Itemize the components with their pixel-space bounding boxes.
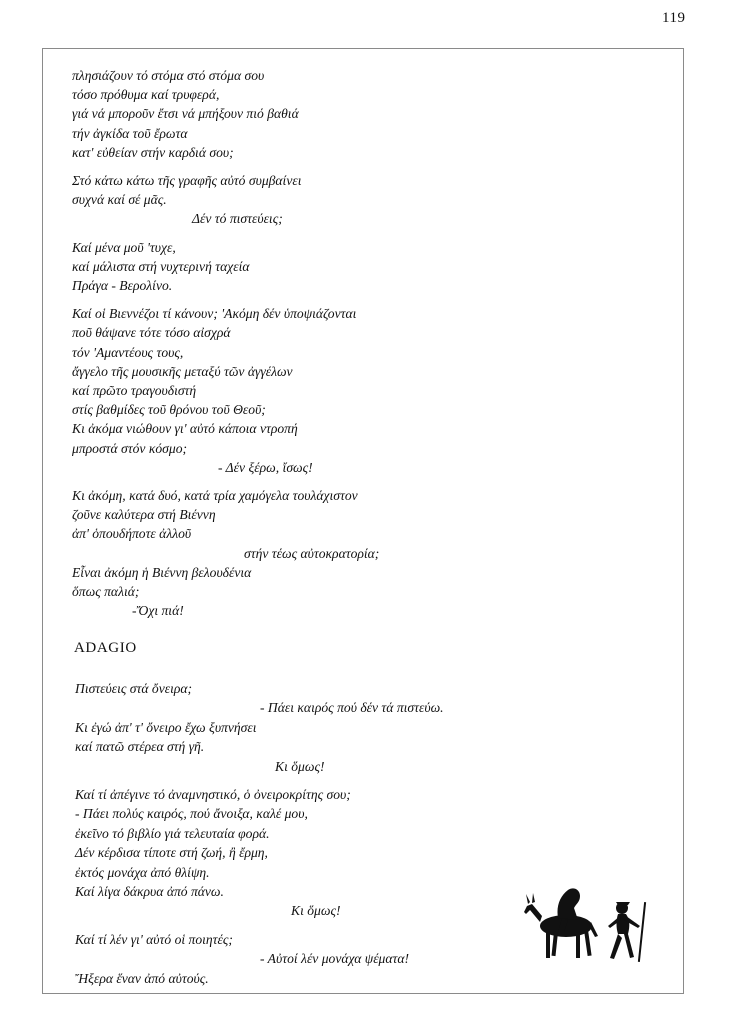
stanza-1 (72, 66, 512, 162)
poem-line: Ἤξερα ἕναν ἀπό αὐτούς. (75, 970, 209, 986)
poem-line: μπροστά στόν κόσμο; (72, 440, 188, 456)
poem-line: Δέν τό πιστεύεις; (192, 211, 283, 227)
stanza-3 (72, 238, 512, 296)
stanza-2 (72, 171, 512, 229)
poem-line: Δέν κέρδισα τίποτε στή ζωή, ἢ ἔρμη, (75, 845, 268, 861)
poem-line: καί πρῶτο τραγουδιστή (72, 383, 197, 399)
poem-line: - Αὐτοί λέν μονάχα ψέματα! (260, 951, 410, 967)
poem-line: ζοῦνε καλύτερα στή Βιέννη (72, 507, 216, 523)
poem-line: ἐκτός μονάχα ἀπό θλίψη. (75, 864, 210, 880)
poem-line: Πράγα - Βερολίνο. (72, 278, 173, 294)
stanza-4 (72, 304, 512, 477)
poem-line: Καί τί λέν γι' αὐτό οἱ ποιητές; (75, 931, 233, 947)
poem-line: τόν 'Αμαντέους τους, (72, 344, 184, 360)
poem-line: - Δέν ξέρω, ἴσως! (218, 459, 313, 475)
poem-line: συχνά καί σέ μᾶς. (72, 192, 167, 208)
poem-line: στίς βαθμίδες τοῦ θρόνου τοῦ Θεοῦ; (72, 402, 266, 418)
stanza-8 (75, 930, 515, 988)
poem-line: Καί λίγα δάκρυα ἀπό πάνω. (75, 884, 224, 900)
poem-section-2 (75, 679, 515, 997)
poem-line: κατ' εὐθείαν στήν καρδιά σου; (72, 144, 234, 160)
poem-section-1 (72, 66, 512, 629)
poem-line: Πιστεύεις στά ὄνειρα; (75, 681, 193, 696)
stanza-7 (75, 785, 515, 921)
poem-line: Καί μένα μοῦ 'τυχε, (72, 239, 176, 255)
poem-line: Κι ἐγώ ἀπ' τ' ὄνειρο ἔχω ξυπνήσει (75, 719, 257, 735)
poem-line: ὅπως παλιά; (72, 584, 140, 600)
page-number: 119 (662, 10, 686, 26)
poem-line: Στό κάτω κάτω τῆς γραφῆς αὐτό συμβαίνει (72, 173, 302, 189)
poem-line: τόσο πρόθυμα καί τρυφερά, (72, 87, 220, 103)
poem-line: Κι ὅμως! (275, 758, 325, 774)
poem-line: ἄγγελο τῆς μουσικῆς μεταξύ τῶν ἀγγέλων (72, 363, 293, 379)
poem-line: ποῦ θάψανε τότε τόσο αἰσχρά (72, 325, 231, 341)
poem-line: - Πάει πολύς καιρός, πού ἄνοιξα, καλέ μου, (75, 806, 308, 822)
poem-line: Κι ἀκόμα νιώθουν γι' αὐτό κάποια ντροπή (72, 421, 298, 437)
poem-line: -Ὄχι πιά! (132, 603, 184, 619)
poem-line: καί μάλιστα στή νυχτερινή ταχεία (72, 258, 250, 274)
section-heading: ADAGIO (74, 640, 137, 656)
poem-line: Κι ἀκόμη, κατά δυό, κατά τρία χαμόγελα τουλάχιστον (72, 488, 358, 504)
poem-line: Καί οἱ Βιεννέζοι τί κάνουν; 'Ακόμη δέν ὑποψιάζονται (72, 306, 357, 322)
stanza-5 (72, 486, 512, 620)
poem-line: Εἶναι ἀκόμη ἡ Βιέννη βελουδένια (72, 564, 252, 580)
poem-line: γιά νά μποροῦν ἔτσι νά μπήξουν πιό βαθιά (72, 106, 299, 122)
poem-line: ἐκεῖνο τό βιβλίο γιά τελευταία φορά. (75, 825, 270, 841)
poem-line: τήν ἀγκίδα τοῦ ἔρωτα (72, 125, 188, 141)
poem-line: Καί τί ἀπέγινε τό ἀναμνηστικό, ὁ ὀνειροκρίτης σου; (75, 787, 351, 803)
poem-line: στήν τέως αὐτοκρατορία; (244, 545, 380, 561)
poem-line: - Πάει καιρός πού δέν τά πιστεύω. (260, 700, 444, 716)
poem-line: ἀπ' ὁπουδήποτε ἀλλοῦ (72, 526, 192, 542)
donkey-rider-silhouette-icon (524, 882, 664, 972)
stanza-6 (75, 679, 515, 776)
poem-line: καί πατῶ στέρεα στή γῆ. (75, 739, 205, 755)
poem-line: Κι ὅμως! (291, 903, 341, 919)
poem-line: πλησιάζουν τό στόμα στό στόμα σου (72, 68, 265, 83)
